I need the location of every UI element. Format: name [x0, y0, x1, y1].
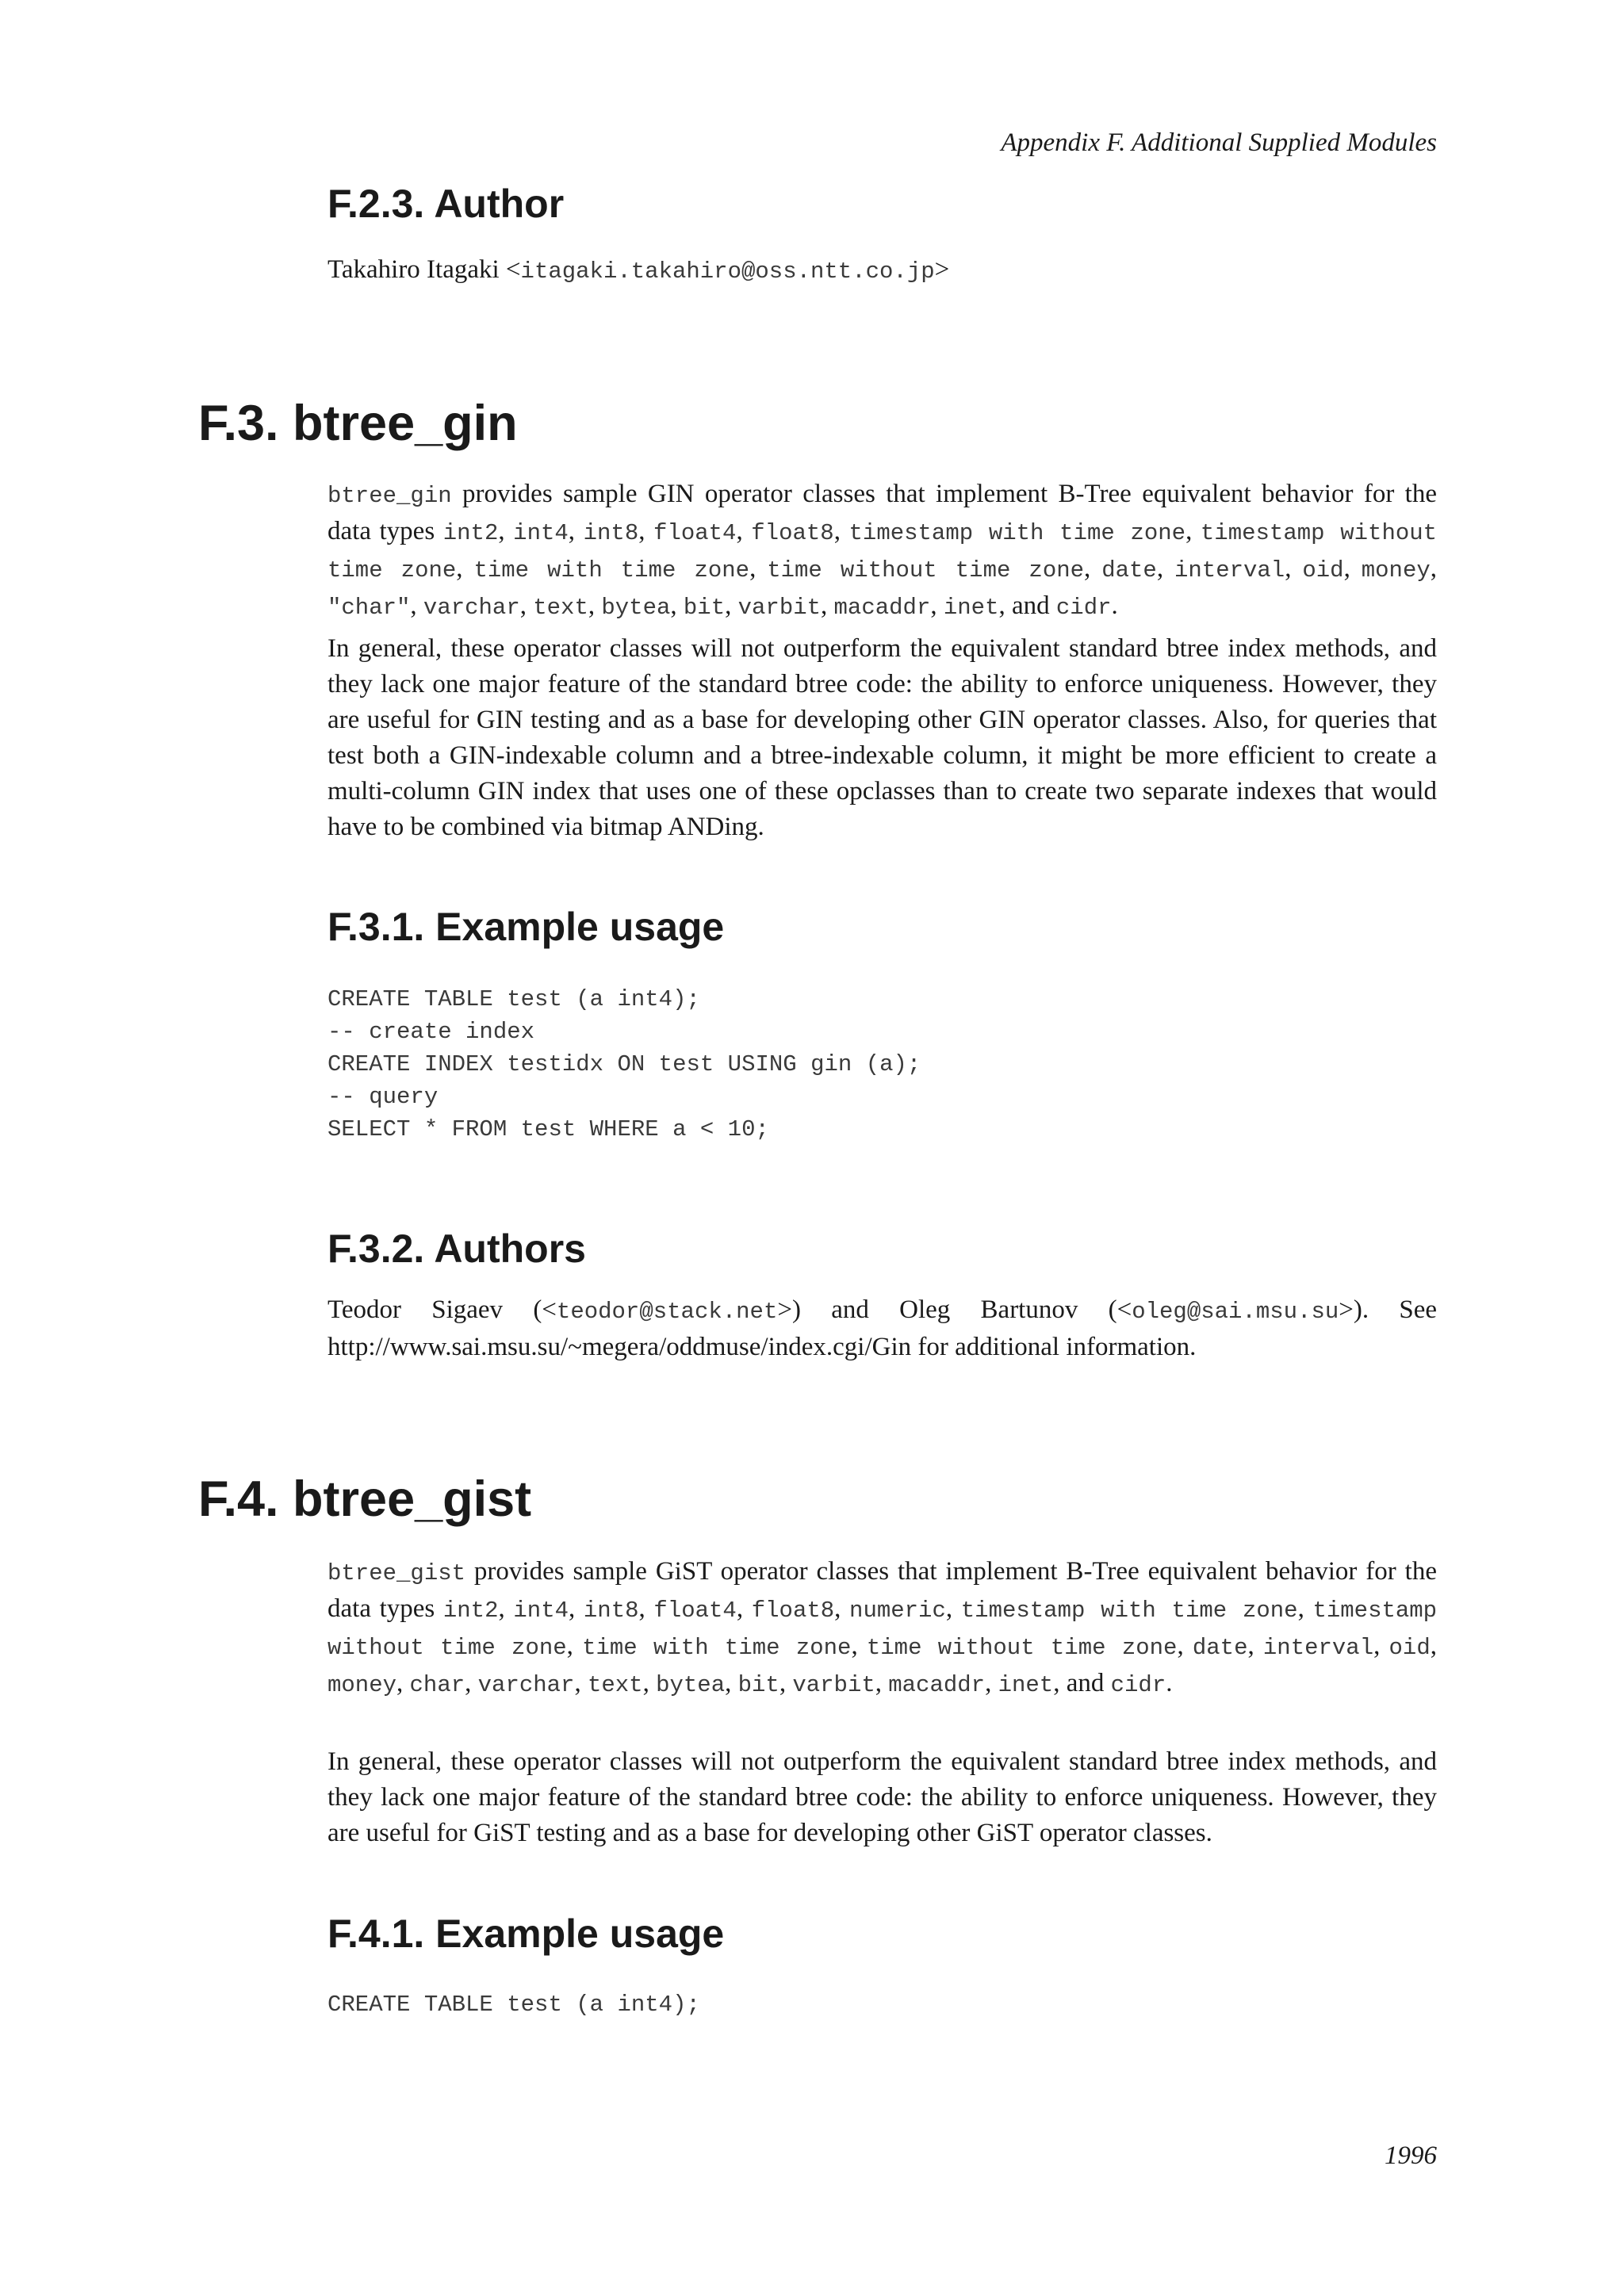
- code-term: bit: [683, 595, 726, 621]
- text-run: ,: [1430, 554, 1438, 583]
- text-run: ,: [498, 1594, 514, 1623]
- code-term: macaddr: [833, 595, 931, 621]
- text-run: provides sample GIN operator classes that implement B-Tree equivalent behavior for the data types: [327, 480, 1437, 545]
- text-run: >) and Oleg Bartunov (<: [777, 1295, 1132, 1324]
- code-term: varbit: [737, 595, 822, 621]
- code-term: time without time zone: [767, 557, 1085, 584]
- text-run: >). See http://www.sai.msu.su/~megera/oddmuse/index.cgi/Gin for additional information.: [327, 1295, 1438, 1361]
- text-run: ,: [465, 1669, 478, 1697]
- text-run: ,: [725, 1669, 738, 1697]
- text-run: ,: [574, 1669, 588, 1697]
- code-term: timestamp without time zone: [327, 520, 1438, 584]
- code-term: int4: [513, 520, 569, 546]
- code-term: text: [533, 595, 588, 621]
- text-run: ,: [638, 1594, 654, 1623]
- text-run: ,: [1373, 1632, 1389, 1660]
- paragraph-btree-gin-authors: [327, 1292, 1437, 1365]
- text-run: , and: [1053, 1669, 1111, 1697]
- text-run: ,: [1343, 554, 1362, 583]
- code-term: timestamp with time zone: [848, 520, 1186, 546]
- text-run: ,: [670, 591, 684, 620]
- code-term: macaddr: [888, 1672, 986, 1698]
- text-run: ,: [833, 517, 849, 545]
- code-term: time with time zone: [473, 557, 750, 584]
- code-term: int2: [442, 520, 499, 546]
- code-term: money: [327, 1672, 397, 1698]
- code-term: date: [1101, 557, 1157, 584]
- text-run: ,: [779, 1669, 793, 1697]
- code-term: interval: [1262, 1635, 1374, 1661]
- section-heading-f23-author: F.2.3. Author: [327, 182, 565, 226]
- code-term: text: [587, 1672, 643, 1698]
- text-run: .: [1166, 1669, 1173, 1697]
- text-run: ,: [725, 591, 738, 620]
- code-term: float8: [751, 1598, 835, 1624]
- code-term: varchar: [477, 1672, 575, 1698]
- code-term: money: [1361, 557, 1431, 584]
- text-run: ,: [1177, 1632, 1193, 1660]
- code-term: cidr: [1055, 595, 1112, 621]
- section-heading-f41-example: F.4.1. Example usage: [327, 1911, 725, 1956]
- section-heading-f31-example: F.3.1. Example usage: [327, 905, 725, 949]
- code-term: char: [409, 1672, 465, 1698]
- text-run: ,: [1297, 1594, 1313, 1623]
- text-run: ,: [456, 554, 474, 583]
- code-block-btree-gist-example: CREATE TABLE test (a int4);: [327, 1992, 700, 2018]
- author-email: itagaki.takahiro@oss.ntt.co.jp: [520, 258, 935, 285]
- code-term: "char": [327, 595, 411, 621]
- code-term: int8: [583, 520, 639, 546]
- text-run: ,: [566, 1632, 583, 1660]
- code-term: float4: [653, 520, 737, 546]
- text-run: .: [1111, 591, 1118, 620]
- code-term: bytea: [601, 595, 671, 621]
- author-name: Takahiro Itagaki <: [327, 255, 521, 284]
- code-term: time with time zone: [582, 1635, 852, 1661]
- code-term: inet: [998, 1672, 1054, 1698]
- code-term: btree_gin: [327, 483, 452, 509]
- author-email: teodor@stack.net: [556, 1299, 778, 1325]
- section-heading-f4-btree-gist: F.4. btree_gist: [198, 1471, 532, 1527]
- text-run: ,: [1185, 517, 1201, 545]
- running-head: Appendix F. Additional Supplied Modules: [1001, 128, 1437, 157]
- text-run: ,: [834, 1594, 850, 1623]
- text-run: ,: [1156, 554, 1174, 583]
- text-run: ,: [638, 517, 654, 545]
- text-run: Teodor Sigaev (<: [327, 1295, 557, 1324]
- code-term: bit: [737, 1672, 779, 1698]
- paragraph-btree-gist-intro: [327, 1554, 1437, 1703]
- code-term: btree_gist: [327, 1560, 466, 1586]
- code-term: oid: [1388, 1635, 1431, 1661]
- text-run: , and: [998, 591, 1056, 620]
- paragraph-btree-gin-intro: [327, 476, 1437, 626]
- code-term: cidr: [1110, 1672, 1166, 1698]
- text-run: ,: [930, 591, 944, 620]
- code-term: date: [1192, 1635, 1248, 1661]
- code-term: time without time zone: [866, 1635, 1178, 1661]
- code-term: float8: [751, 520, 834, 546]
- text-run: ,: [498, 517, 514, 545]
- code-term: bytea: [656, 1672, 726, 1698]
- text-run: ,: [642, 1669, 657, 1697]
- section-heading-f32-authors: F.3.2. Authors: [327, 1226, 586, 1271]
- author-line-f23: [327, 252, 1437, 289]
- text-run: ,: [519, 591, 534, 620]
- code-term: timestamp without time zone: [327, 1598, 1438, 1661]
- code-term: varbit: [792, 1672, 875, 1698]
- code-term: inet: [943, 595, 999, 621]
- author-close: >: [934, 255, 950, 284]
- paragraph-btree-gin-general: In general, these operator classes will not outperform the equivalent standard btree index methods, and they lack one major feature of the standard btree code: the ability to enforce uniqueness. However, they are useful for GIN testing and as a base for developing other GIN operator classes. Also, for queries that test both a GIN-indexable column and a btree-indexable column, it might be more efficient to create a multi-column GIN index that uses one of these opclasses than to create two separate indexes that would have to be combined via bitmap ANDing.: [327, 634, 1437, 841]
- code-block-btree-gin-example: CREATE TABLE test (a int4); -- create index CREATE INDEX testidx ON test USING gin (a); -- query SELECT * FROM test WHERE a < 10;: [327, 986, 921, 1142]
- text-run: ,: [821, 591, 834, 620]
- text-run: ,: [1084, 554, 1102, 583]
- text-run: ,: [410, 591, 423, 620]
- text-run: ,: [875, 1669, 889, 1697]
- code-term: int4: [513, 1598, 569, 1624]
- text-run: ,: [1430, 1632, 1437, 1660]
- text-run: ,: [985, 1669, 998, 1697]
- text-run: ,: [736, 1594, 752, 1623]
- text-run: ,: [569, 1594, 584, 1623]
- author-email: oleg@sai.msu.su: [1132, 1299, 1339, 1325]
- section-heading-f3-btree-gin: F.3. btree_gin: [198, 396, 518, 451]
- text-run: ,: [1247, 1632, 1263, 1660]
- text-run: ,: [851, 1632, 867, 1660]
- paragraph-btree-gist-general: In general, these operator classes will not outperform the equivalent standard btree index methods, and they lack one major feature of the standard btree code: the ability to enforce uniqueness. However, they are useful for GiST testing and as a base for developing other GiST operator classes.: [327, 1747, 1437, 1847]
- text-run: ,: [396, 1669, 410, 1697]
- text-run: provides sample GiST operator classes that implement B-Tree equivalent behavior for the data types: [327, 1557, 1437, 1623]
- code-term: varchar: [423, 595, 520, 621]
- code-term: int2: [442, 1598, 499, 1624]
- text-run: ,: [749, 554, 768, 583]
- text-run: ,: [588, 591, 602, 620]
- code-term: numeric: [849, 1598, 946, 1624]
- text-run: ,: [945, 1594, 961, 1623]
- page-number: 1996: [1385, 2141, 1437, 2170]
- code-term: interval: [1174, 557, 1285, 584]
- text-run: ,: [1285, 554, 1303, 583]
- code-term: int8: [583, 1598, 639, 1624]
- code-term: timestamp with time zone: [960, 1598, 1298, 1624]
- text-run: ,: [568, 517, 584, 545]
- code-term: oid: [1302, 557, 1344, 584]
- code-term: float4: [653, 1598, 737, 1624]
- text-run: ,: [736, 517, 752, 545]
